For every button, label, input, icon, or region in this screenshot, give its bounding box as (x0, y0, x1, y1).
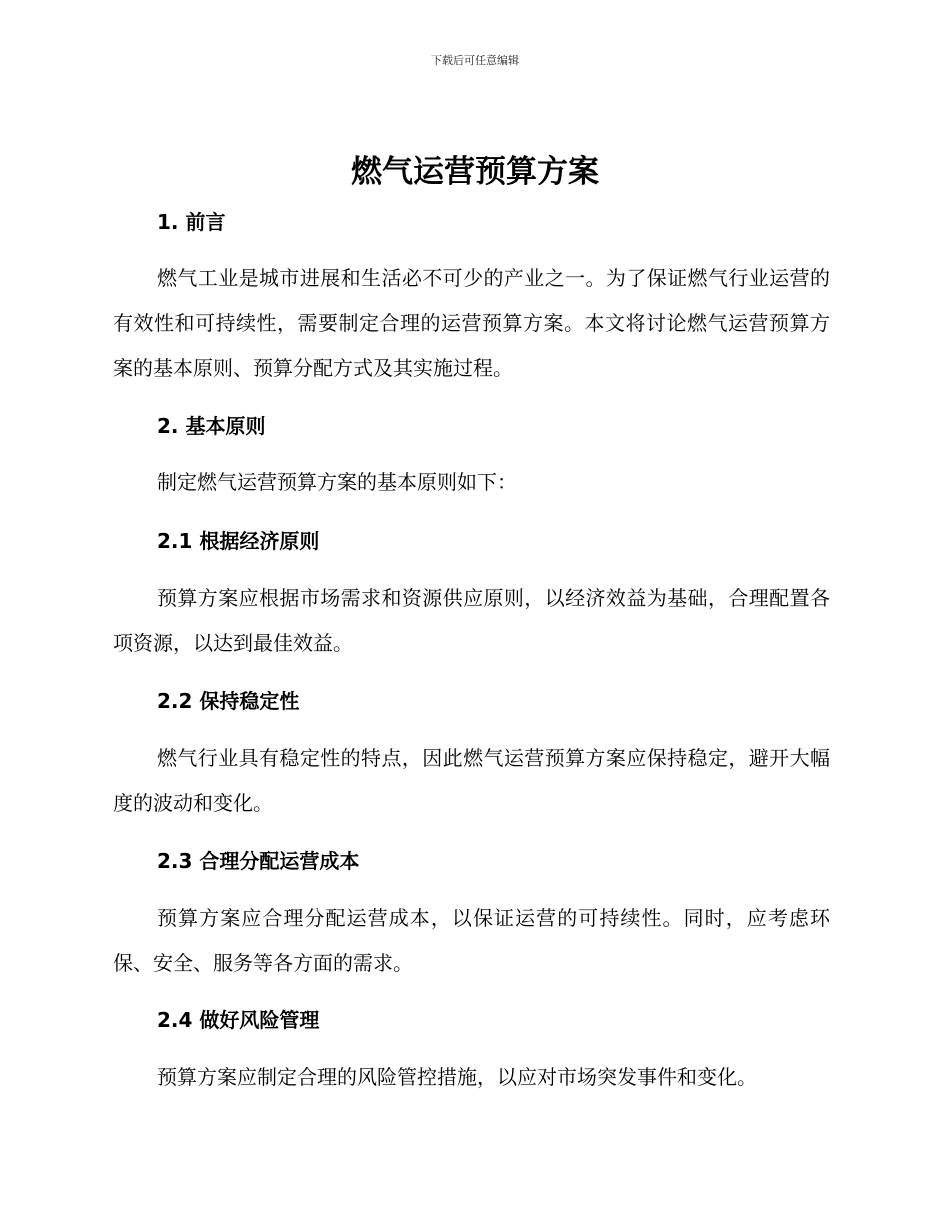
section-heading-stability: 2.2 保持稳定性 (157, 689, 300, 713)
section-heading-economic-principle: 2.1 根据经济原则 (157, 529, 320, 553)
section-paragraph-stability: 燃气行业具有稳定性的特点，因此燃气运营预算方案应保持稳定，避开大幅度的波动和变化。 (113, 746, 830, 815)
section-heading-basic-principles: 2. 基本原则 (157, 414, 266, 438)
section-paragraph-risk-management: 预算方案应制定合理的风险管控措施，以应对市场突发事件和变化。 (157, 1065, 757, 1089)
page-header-note: 下载后可任意编辑 (431, 54, 519, 67)
section-heading-cost-allocation: 2.3 合理分配运营成本 (157, 849, 360, 873)
section-heading-preface: 1. 前言 (157, 210, 226, 234)
section-paragraph-preface: 燃气工业是城市进展和生活必不可少的产业之一。为了保证燃气行业运营的有效性和可持续性，需要制定合理的运营预算方案。本文将讨论燃气运营预算方案的基本原则、预算分配方式及其实施过程。 (113, 266, 830, 380)
section-paragraph-cost-allocation: 预算方案应合理分配运营成本，以保证运营的可持续性。同时，应考虑环保、安全、服务等各方面的需求。 (113, 906, 830, 975)
section-paragraph-economic-principle: 预算方案应根据市场需求和资源供应原则，以经济效益为基础，合理配置各项资源，以达到最佳效益。 (113, 586, 830, 655)
section-heading-risk-management: 2.4 做好风险管理 (157, 1008, 320, 1032)
section-paragraph-basic-principles: 制定燃气运营预算方案的基本原则如下： (157, 470, 517, 494)
document-title: 燃气运营预算方案 (351, 154, 599, 190)
